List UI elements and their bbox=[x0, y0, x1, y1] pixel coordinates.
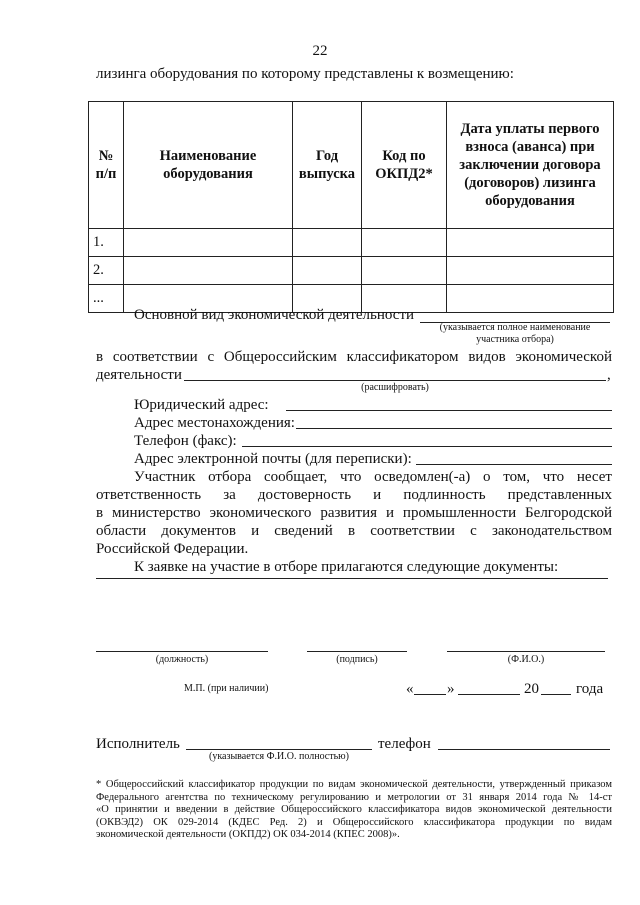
executor-field[interactable] bbox=[186, 749, 372, 750]
email-field[interactable] bbox=[416, 464, 612, 465]
signature-caption: (подпись) bbox=[336, 654, 378, 665]
row-number: 2. bbox=[89, 257, 124, 285]
fio-caption: (Ф.И.О.) bbox=[507, 654, 545, 665]
classifier-line: в соответствии с Общероссийским классификатором видов экономической bbox=[96, 349, 612, 365]
footnote bbox=[96, 779, 612, 842]
signature-field[interactable] bbox=[307, 651, 407, 652]
executor-label: Исполнитель bbox=[96, 736, 180, 752]
statement-line: области документов и сведений в соответствии с законодательством bbox=[96, 523, 612, 539]
header-name: Наименование оборудования bbox=[124, 102, 293, 229]
activity-decode-comma: , bbox=[607, 367, 611, 383]
footnote-line-last: экономической деятельности (ОКПД2) ОК 034-2014 (КПЕС 2008)». bbox=[96, 829, 400, 840]
fio-field[interactable] bbox=[447, 651, 605, 652]
table-cell bbox=[447, 285, 614, 313]
position-field[interactable] bbox=[96, 651, 268, 652]
table-cell bbox=[124, 257, 293, 285]
position-caption: (должность) bbox=[155, 654, 209, 665]
statement-line: в министерство экономического развития и промышленности Белгородской bbox=[96, 505, 612, 521]
email-label: Адрес электронной почты (для переписки): bbox=[134, 451, 412, 467]
row-number: 1. bbox=[89, 229, 124, 257]
activity-note-2: участника отбора) bbox=[476, 334, 554, 345]
footnote-line: * Общероссийский классификатор продукции по видам экономической деятельности, утвержденный приказом bbox=[96, 779, 612, 790]
activity-decode-label: деятельности bbox=[96, 367, 182, 383]
statement-line: Участник отбора сообщает, что осведомлен(-а) о том, что несет bbox=[134, 469, 612, 485]
intro-line: лизинга оборудования по которому представлены к возмещению: bbox=[96, 66, 514, 82]
row-number: ... bbox=[89, 285, 124, 313]
table-cell bbox=[447, 229, 614, 257]
statement-line-last: Российской Федерации. bbox=[96, 541, 249, 557]
attached-docs-label: К заявке на участие в отборе прилагаются следующие документы: bbox=[134, 559, 559, 575]
header-year: Год выпуска bbox=[293, 102, 362, 229]
executor-phone-field[interactable] bbox=[438, 749, 610, 750]
legal-address-field[interactable] bbox=[286, 410, 612, 411]
date-month-field[interactable] bbox=[458, 694, 520, 695]
date-open-quote: « bbox=[406, 681, 414, 697]
activity-label: Основной вид экономической деятельности bbox=[134, 307, 415, 323]
activity-note-1: (указывается полное наименование bbox=[439, 322, 591, 333]
equipment-table bbox=[88, 101, 614, 313]
table-header-row bbox=[89, 102, 614, 229]
attached-docs-field[interactable] bbox=[96, 578, 608, 579]
table-row bbox=[89, 229, 614, 257]
statement-line: ответственность за достоверность и подлинность представленных bbox=[96, 487, 612, 503]
table-cell bbox=[293, 229, 362, 257]
footnote-line: «О принятии и введении в действие Общероссийского классификатора видов экономической деятельности bbox=[96, 804, 612, 815]
location-address-field[interactable] bbox=[296, 428, 612, 429]
activity-decode-field[interactable] bbox=[184, 380, 606, 381]
date-year-field[interactable] bbox=[541, 694, 571, 695]
phone-fax-label: Телефон (факс): bbox=[134, 433, 237, 449]
page-number: 22 bbox=[312, 43, 328, 59]
date-close-quote: » bbox=[447, 681, 455, 697]
date-year-prefix: 20 bbox=[524, 681, 539, 697]
phone-fax-field[interactable] bbox=[242, 446, 612, 447]
stamp-label: М.П. (при наличии) bbox=[184, 683, 269, 694]
date-day-field[interactable] bbox=[414, 694, 446, 695]
table-cell bbox=[362, 257, 447, 285]
executor-note: (указывается Ф.И.О. полностью) bbox=[209, 751, 349, 762]
table-row bbox=[89, 257, 614, 285]
table-cell bbox=[124, 229, 293, 257]
footnote-line: (ОКВЭД2) ОК 029-2014 (КДЕС Ред. 2) и Общероссийского классификатора продукции по видам bbox=[96, 816, 612, 828]
table-cell bbox=[447, 257, 614, 285]
footnote-line: Федерального агентства по техническому регулированию и метрологии от 31 января 2014 года № 14-ст bbox=[96, 791, 612, 803]
header-date: Дата уплаты первого взноса (аванса) при заключении договора (договоров) лизинга оборудования bbox=[447, 102, 614, 229]
activity-decode-note: (расшифровать) bbox=[361, 382, 429, 393]
header-code: Код по ОКПД2* bbox=[362, 102, 447, 229]
header-num: № п/п bbox=[89, 102, 124, 229]
table-cell bbox=[362, 229, 447, 257]
legal-address-label: Юридический адрес: bbox=[134, 397, 269, 413]
table-cell bbox=[293, 257, 362, 285]
executor-phone-label: телефон bbox=[378, 736, 431, 752]
location-address-label: Адрес местонахождения: bbox=[134, 415, 295, 431]
date-year-suffix: года bbox=[576, 681, 604, 697]
